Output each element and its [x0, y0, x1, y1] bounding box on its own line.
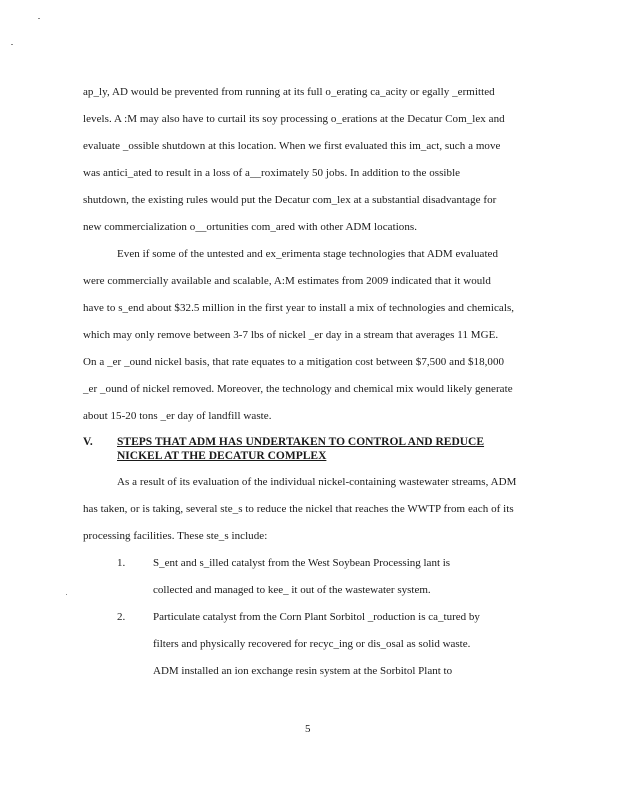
list-item-line: collected and managed to kee_ it out of the wastewater system. [153, 584, 431, 596]
text-line: Even if some of the untested and ex_erimenta stage technologies that ADM evaluated [117, 248, 499, 260]
list-item-line: Particulate catalyst from the Corn Plant Sorbitol _roduction is ca_tured by [153, 611, 480, 623]
section-number: V. [83, 436, 93, 448]
text-line: As a result of its evaluation of the individual nickel-containing wastewater streams, ADM [117, 476, 517, 488]
list-item-line: filters and physically recovered for recyc_ing or dis_osal as solid waste. [153, 638, 471, 650]
scan-speck [38, 18, 40, 19]
section-title-line: NICKEL AT THE DECATUR COMPLEX [117, 450, 327, 462]
scan-speck [66, 594, 67, 595]
text-line: have to s_end about $32.5 million in the first year to install a mix of technologies and chemicals, [83, 302, 515, 314]
text-line: shutdown, the existing rules would put the Decatur com_lex at a substantial disadvantage for [83, 194, 497, 206]
text-line: was antici_ated to result in a loss of a__roximately 50 jobs. In addition to the ossible [83, 167, 461, 179]
text-line: which may only remove between 3-7 lbs of nickel _er day in a stream that averages 11 MGE. [83, 329, 499, 341]
list-item-line: S_ent and s_illed catalyst from the West Soybean Processing lant is [153, 557, 451, 569]
text-line: ap_ly, AD would be prevented from running at its full o_erating ca_acity or egally _ermitted [83, 86, 495, 98]
text-line: new commercialization o__ortunities com_ared with other ADM locations. [83, 221, 418, 233]
text-line: about 15-20 tons _er day of landfill waste. [83, 410, 272, 422]
section-title-line: STEPS THAT ADM HAS UNDERTAKEN TO CONTROL AND REDUCE [117, 436, 485, 448]
page-number: 5 [305, 723, 311, 735]
text-line: On a _er _ound nickel basis, that rate equates to a mitigation cost between $7,500 and $18,000 [83, 356, 505, 368]
list-item-number: 1. [117, 557, 126, 569]
text-line: processing facilities. These ste_s include: [83, 530, 268, 542]
text-line: levels. A :M may also have to curtail its soy processing o_erations at the Decatur Com_lex and [83, 113, 505, 125]
text-line: _er _ound of nickel removed. Moreover, the technology and chemical mix would likely generate [83, 383, 513, 395]
list-item-line: ADM installed an ion exchange resin system at the Sorbitol Plant to [153, 665, 453, 677]
text-line: were commercially available and scalable, A:M estimates from 2009 indicated that it would [83, 275, 491, 287]
scan-speck [11, 44, 13, 45]
text-line: evaluate _ossible shutdown at this location. When we first evaluated this im_act, such a move [83, 140, 501, 152]
list-item-number: 2. [117, 611, 126, 623]
text-line: has taken, or is taking, several ste_s to reduce the nickel that reaches the WWTP from each of its [83, 503, 514, 515]
